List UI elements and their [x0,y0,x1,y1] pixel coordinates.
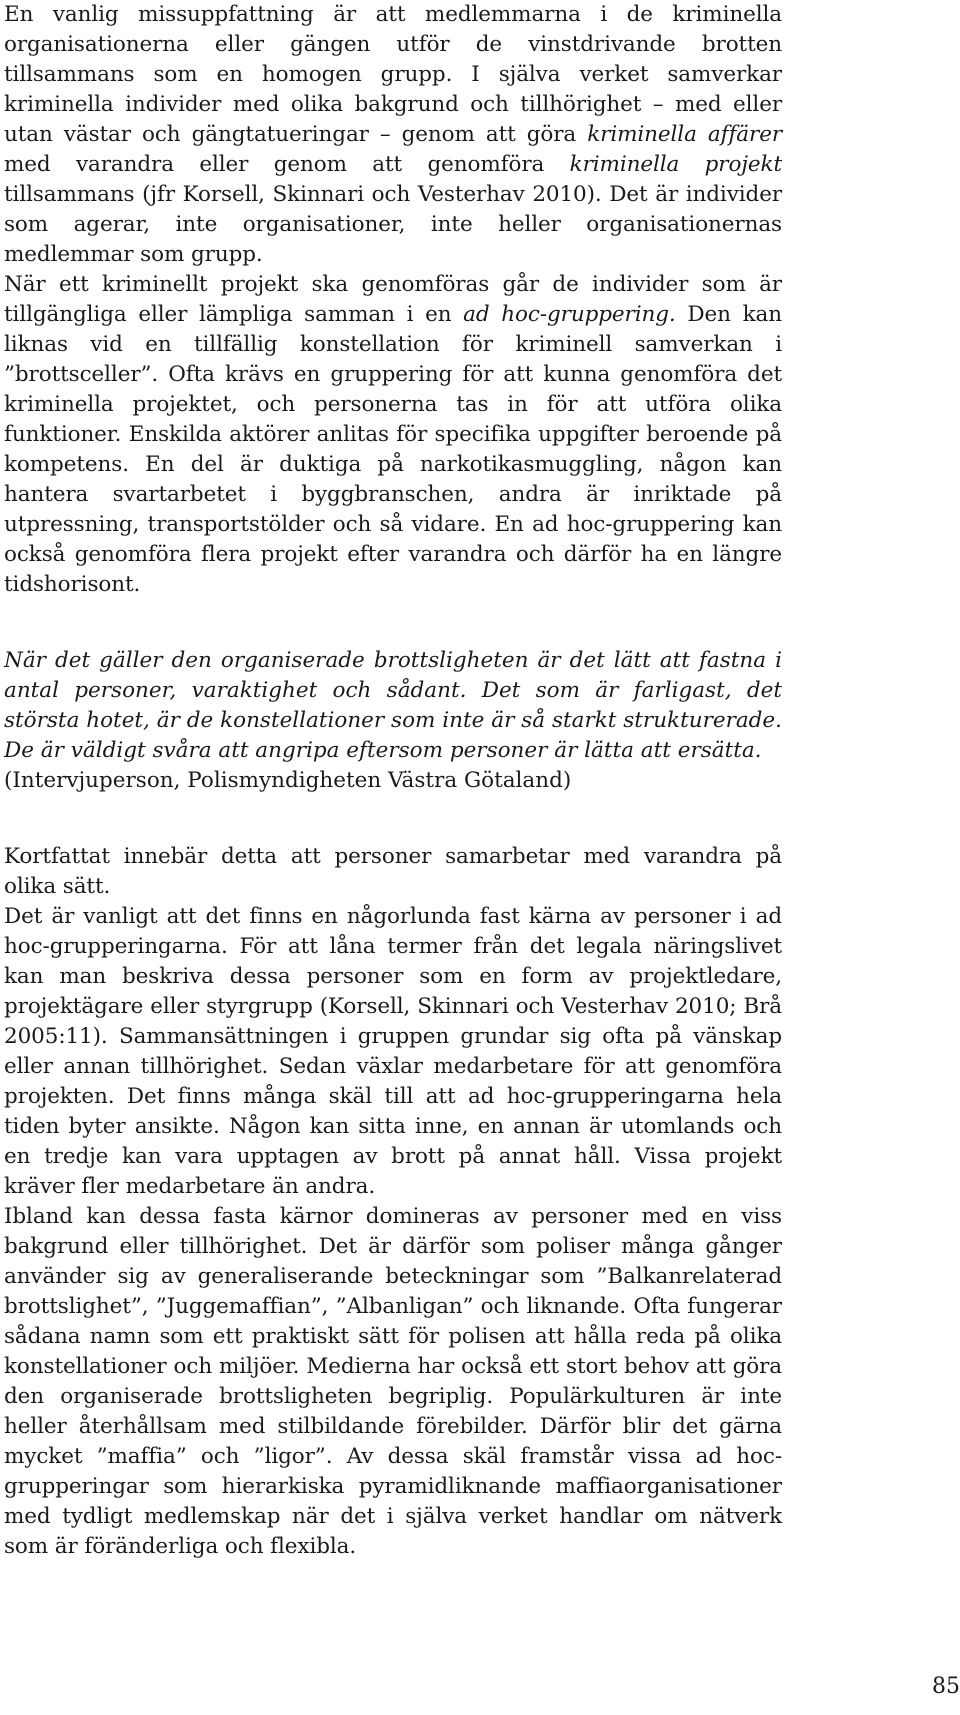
paragraph-2-text-b: Den kan liknas vid en tillfällig konstellation för kriminell samverkan i ”brottsceller”. Ofta krävs en gruppering för att kunna genomföra det kriminella projektet, och personerna tas in för att utföra olika funktioner. Enskilda aktörer anlitas för specifika uppgifter beroende på kompetens. En del är duktiga på narkotikasmuggling, någon kan hantera svartarbetet i byggbranschen, andra är inriktade på utpressning, transportstölder och så vidare. En ad hoc-gruppering kan också genomföra flera projekt efter varandra och därför ha en längre tidshorisont. [4,302,782,597]
block-quote [4,646,782,796]
paragraph-5: Ibland kan dessa fasta kärnor domineras av personer med en viss bakgrund eller tillhörighet. Det är därför som poliser många gånger använder sig av generaliserande beteckningar som ”Balkanrelaterad brottslighet”, ”Juggemaffian”, ”Albanligan” och liknande. Ofta fungerar sådana namn som ett praktiskt sätt för polisen att hålla reda på olika konstellationer och miljöer. Medierna har också ett stort behov att göra den organiserade brottsligheten begriplig. Populärkulturen är inte heller återhållsam med stilbildande förebilder. Därför blir det gärna mycket ”maffia” och ”ligor”. Av dessa skäl framstår vissa ad hoc-grupperingar som hierarkiska pyramidliknande maffiaorganisationer med tydligt medlemskap när det i själva verket handlar om nätverk som är föränderliga och flexibla. [4,1204,782,1559]
document-page [4,0,782,1562]
quote-text: När det gäller den organiserade brottsligheten är det lätt att fastna i antal personer, varaktighet och sådant. Det som är farligast, det största hotet, är de konstellationer som inte är så starkt strukturerade. De är väldigt svåra att angripa eftersom personer är lätta att ersätta. [4,648,782,763]
paragraph-1-text-b: med varandra eller genom att genomföra [4,152,570,177]
paragraph-2 [4,270,782,600]
emphasis-kriminella-affarer: kriminella affärer [587,122,783,147]
page-number: 85 [932,1674,960,1699]
paragraph-1 [4,0,782,270]
paragraph-2-text-a: När ett kriminellt projekt ska genomföras går de individer som är tillgängliga eller lämpliga samman i en [4,272,782,327]
paragraph-3: Kortfattat innebär detta att personer samarbetar med varandra på olika sätt. [4,844,782,899]
paragraph-1-text-a: En vanlig missuppfattning är att medlemmarna i de kriminella organisationerna eller gängen utför de vinstdrivande brotten tillsammans som en homogen grupp. I själva verket samverkar kriminella individer med olika bakgrund och tillhörighet – med eller utan västar och gängtatueringar – genom att göra [4,2,782,147]
emphasis-ad-hoc-gruppering: ad hoc-gruppering. [463,302,676,327]
paragraph-4: Det är vanligt att det finns en någorlunda fast kärna av personer i ad hoc-grupperingarna. För att låna termer från det legala näringslivet kan man beskriva dessa personer som en form av projektledare, projektägare eller styrgrupp (Korsell, Skinnari och Vesterhav 2010; Brå 2005:11). Sammansättningen i gruppen grundar sig ofta på vänskap eller annan tillhörighet. Sedan växlar medarbetare för att genomföra projekten. Det finns många skäl till att ad hoc-grupperingarna hela tiden byter ansikte. Någon kan sitta inne, en annan är utomlands och en tredje kan vara upptagen av brott på annat håll. Vissa projekt kräver fler medarbetare än andra. [4,904,782,1199]
paragraph-1-text-c: tillsammans (jfr Korsell, Skinnari och Vesterhav 2010). Det är individer som agerar, inte organisationer, inte heller organisationernas medlemmar som grupp. [4,182,782,267]
emphasis-kriminella-projekt: kriminella projekt [569,152,782,177]
quote-attribution: (Intervjuperson, Polismyndigheten Västra Götaland) [4,768,572,793]
